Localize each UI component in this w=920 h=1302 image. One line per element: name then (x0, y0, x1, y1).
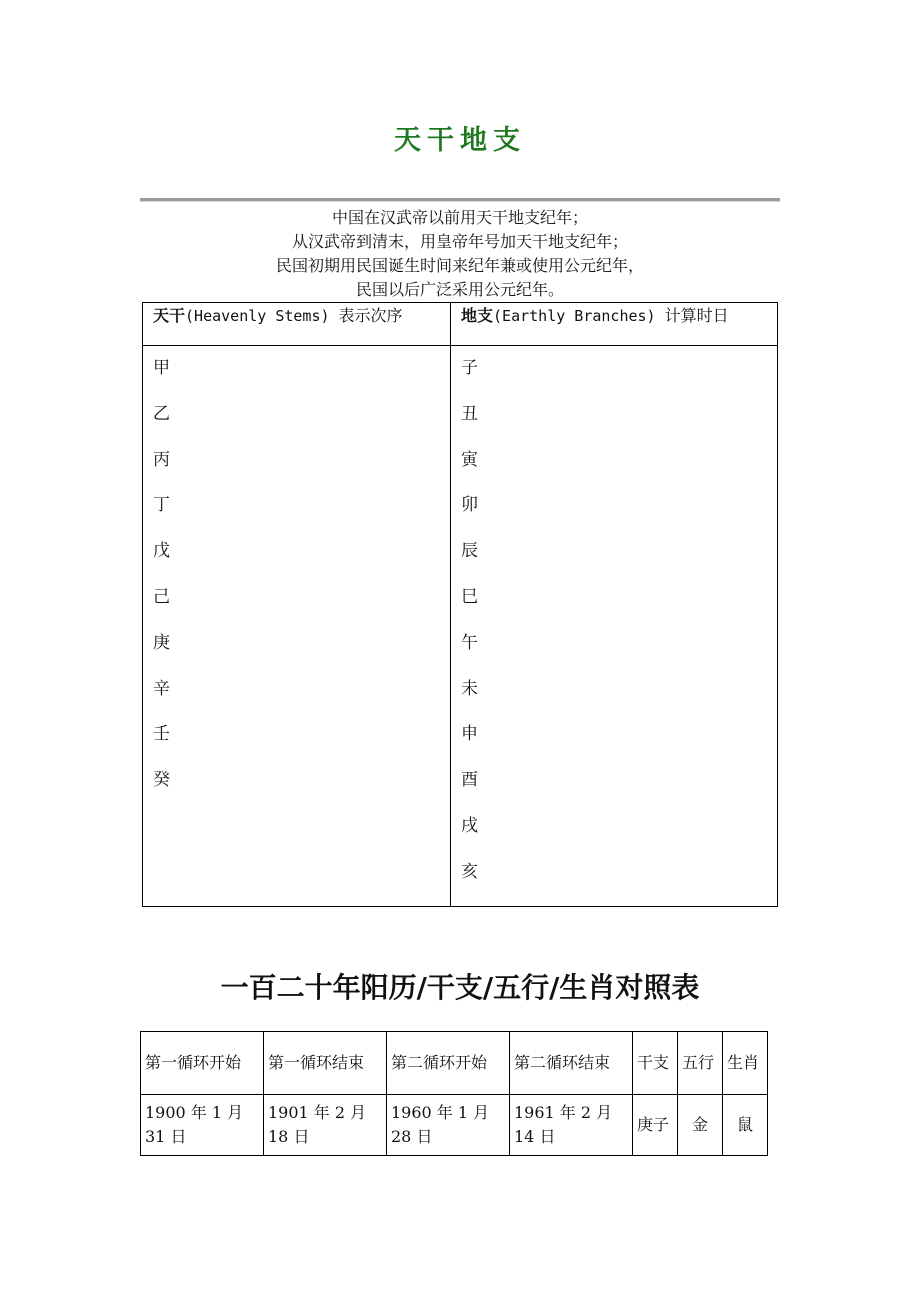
stem-item: 甲 (153, 358, 170, 378)
header-cell: 五行 (678, 1032, 723, 1095)
stem-item: 戊 (153, 541, 170, 562)
stems-branches-table (142, 302, 778, 907)
stems-header (143, 303, 451, 346)
header-cell: 第一循环结束 (264, 1032, 387, 1095)
branches-header-en: (Earthly Branches) (493, 307, 665, 325)
header-cell: 干支 (633, 1032, 678, 1095)
intro-paragraph (140, 206, 780, 302)
branch-item: 寅 (461, 449, 478, 470)
branch-item: 午 (461, 632, 478, 653)
header-cell: 生肖 (723, 1032, 768, 1095)
stem-item: 辛 (153, 678, 170, 699)
stems-list (143, 346, 451, 907)
header-cell: 第二循环开始 (387, 1032, 510, 1095)
stem-item: 癸 (153, 770, 170, 791)
page-title: 天干地支 (394, 125, 526, 156)
table-cell: 1961 年 2 月 14 日 (510, 1095, 633, 1156)
branches-header (451, 303, 778, 346)
intro-line: 中国在汉武帝以前用天干地支纪年； (331, 208, 588, 227)
branch-item: 戌 (461, 815, 478, 836)
table-body-row (143, 346, 778, 907)
stems-header-note: 表示次序 (338, 306, 403, 325)
section-title: 一百二十年阳历/干支/五行/生肖对照表 (220, 971, 700, 1004)
branches-header-zh: 地支 (461, 306, 494, 325)
branch-item: 申 (461, 724, 478, 745)
table-cell: 金 (678, 1095, 723, 1156)
stem-item: 乙 (153, 403, 170, 424)
stems-header-en: (Heavenly Stems) (185, 307, 339, 325)
table-header-row (143, 303, 778, 346)
branch-item: 子 (461, 358, 478, 378)
table-row (141, 1095, 768, 1156)
cycle-table (140, 1031, 768, 1156)
cycle-header-row (141, 1032, 768, 1095)
branch-item: 未 (461, 678, 478, 699)
table-cell: 1901 年 2 月 18 日 (264, 1095, 387, 1156)
table-cell: 鼠 (723, 1095, 768, 1156)
stem-item: 丁 (153, 495, 170, 516)
stem-item: 己 (153, 586, 170, 607)
branch-item: 卯 (461, 495, 478, 516)
branches-header-note: 计算时日 (664, 306, 729, 325)
branch-item: 酉 (461, 770, 478, 791)
stem-item: 丙 (153, 449, 170, 470)
branches-list (451, 346, 778, 907)
stem-item: 壬 (153, 724, 170, 745)
branch-item: 巳 (461, 586, 478, 607)
branch-item: 丑 (461, 403, 478, 424)
stem-item: 庚 (153, 632, 170, 653)
intro-line: 民国初期用民国诞生时间来纪年兼或使用公元纪年， (275, 256, 644, 275)
table-cell: 1960 年 1 月 28 日 (387, 1095, 510, 1156)
table-cell: 庚子 (633, 1095, 678, 1156)
horizontal-rule (140, 198, 780, 202)
intro-line: 民国以后广泛采用公元纪年。 (355, 280, 564, 299)
header-cell: 第一循环开始 (141, 1032, 264, 1095)
branch-item: 辰 (461, 541, 478, 562)
branch-item: 亥 (461, 861, 478, 882)
intro-line: 从汉武帝到清末，用皇帝年号加天干地支纪年； (291, 232, 628, 251)
table-cell: 1900 年 1 月 31 日 (141, 1095, 264, 1156)
stems-header-zh: 天干 (153, 306, 186, 325)
header-cell: 第二循环结束 (510, 1032, 633, 1095)
